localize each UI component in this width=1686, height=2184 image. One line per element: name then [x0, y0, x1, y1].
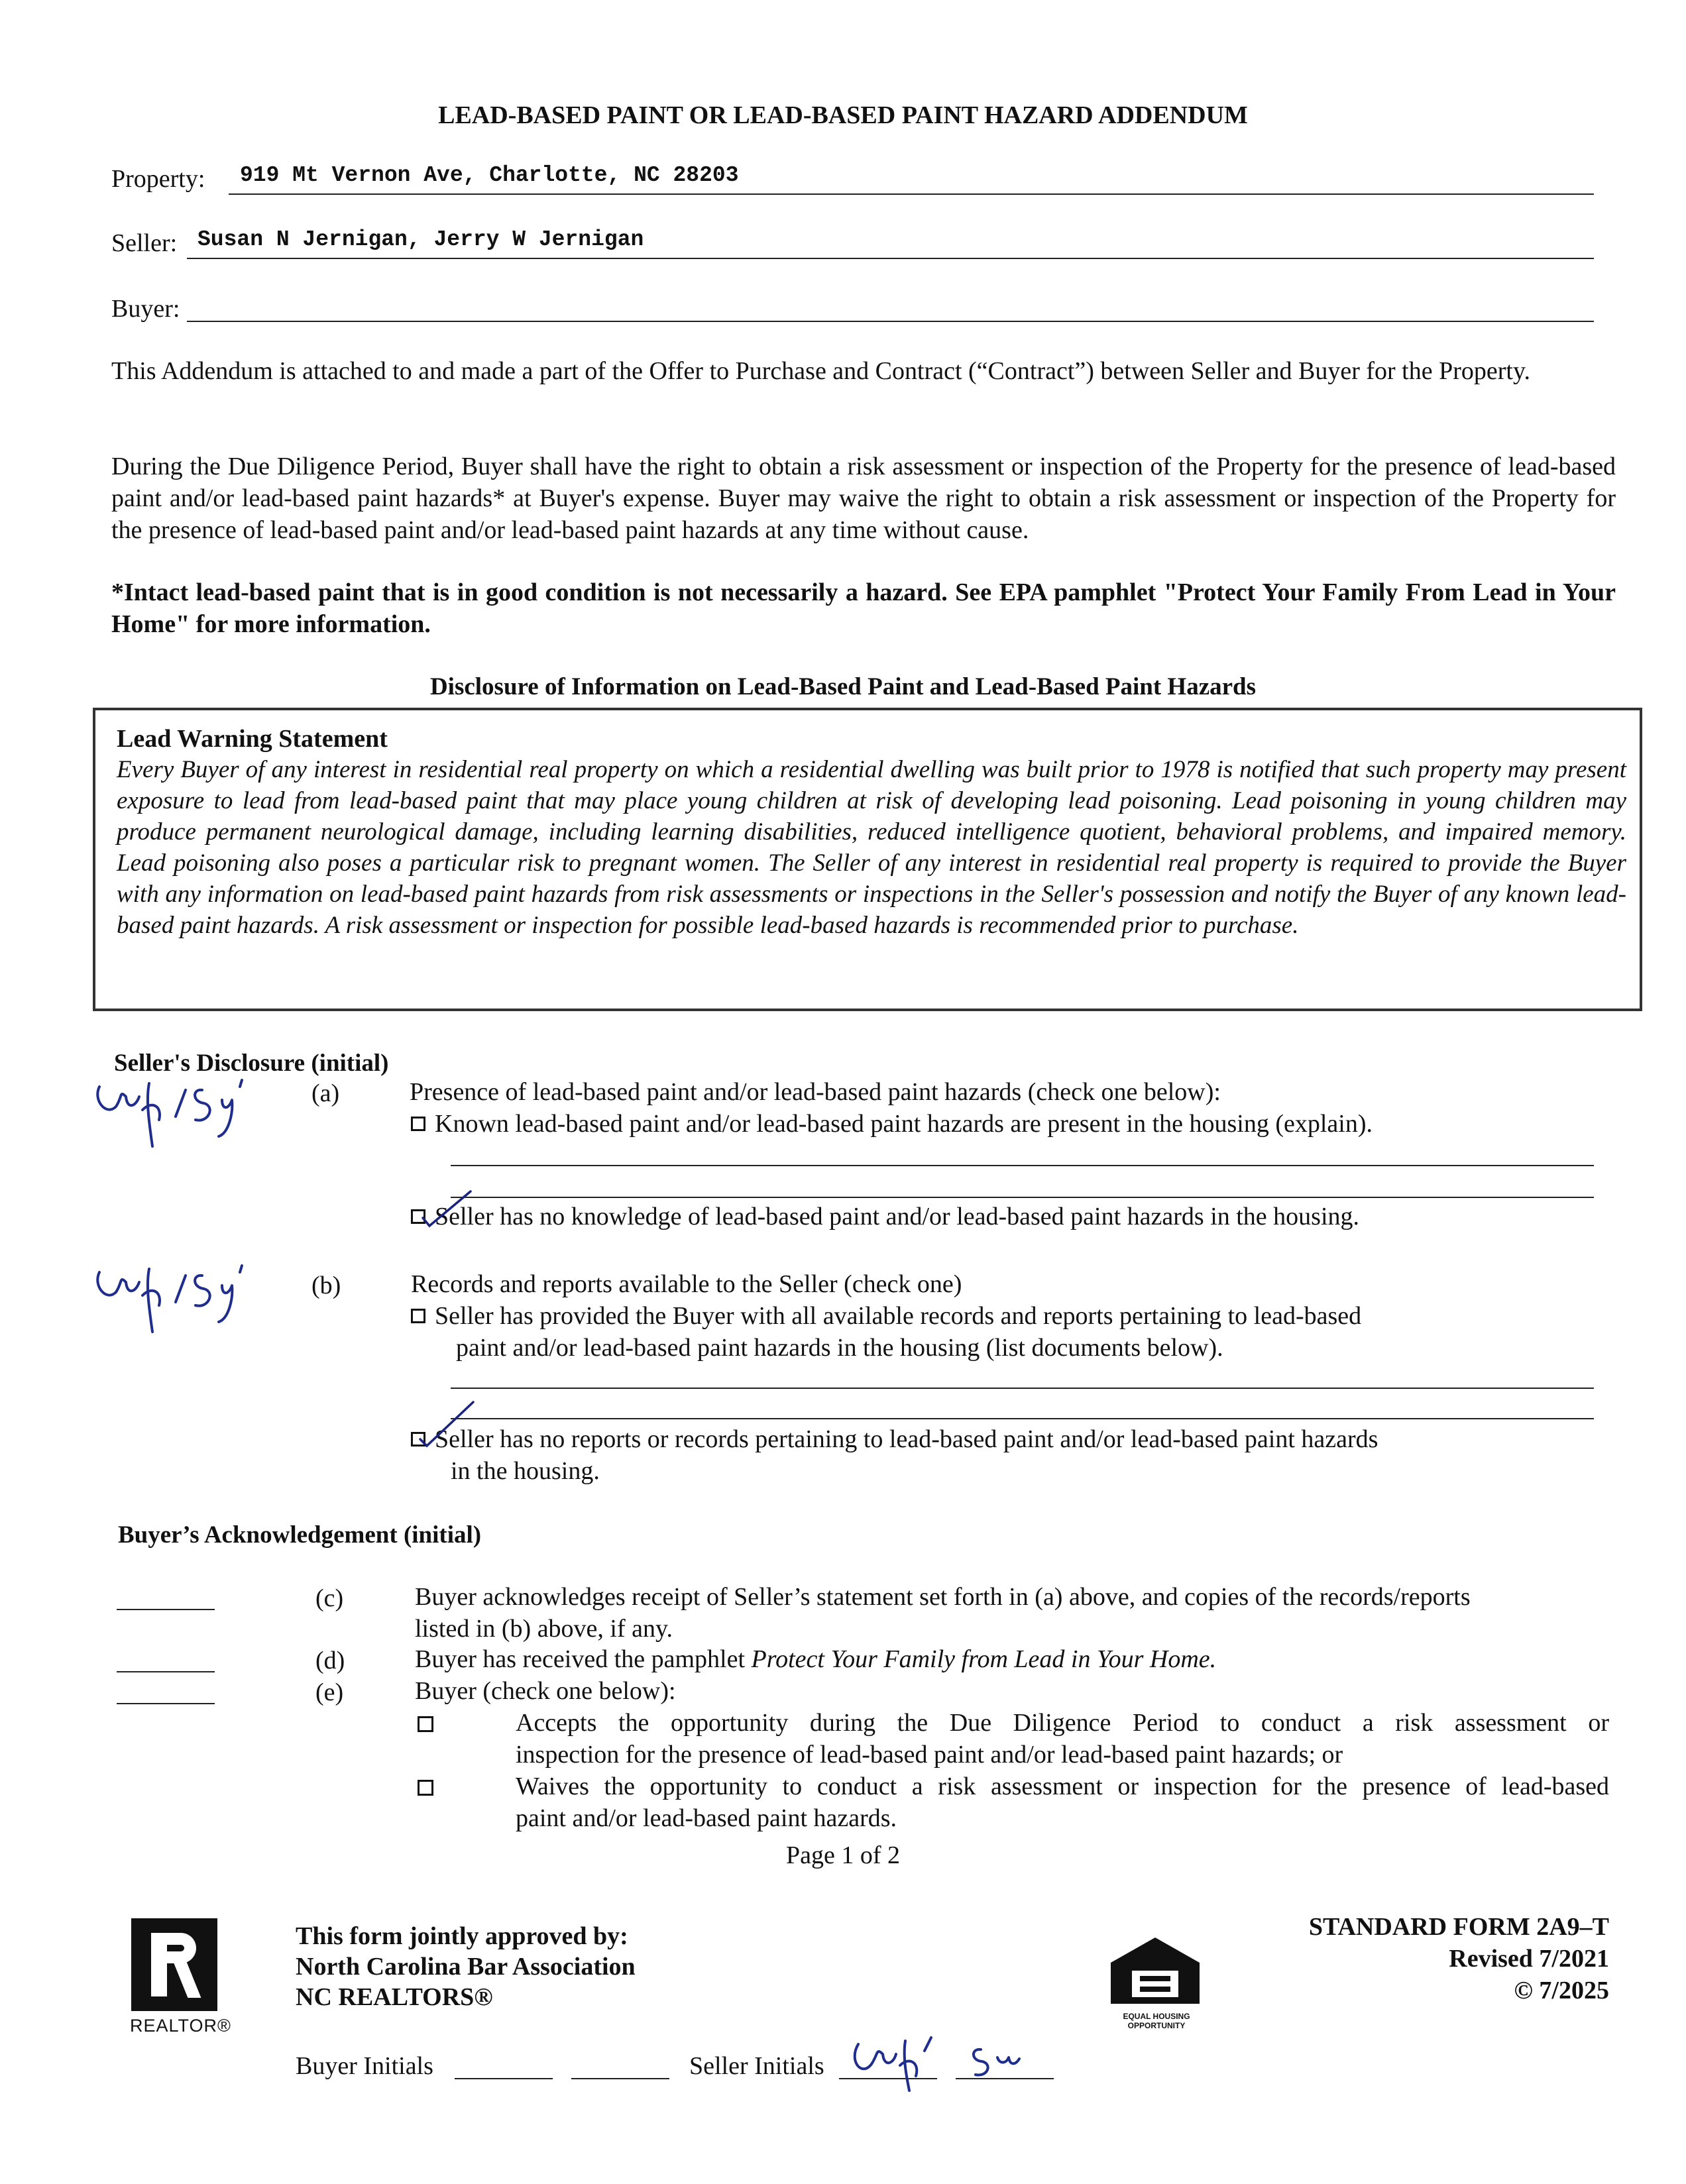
page-title: LEAD-BASED PAINT OR LEAD-BASED PAINT HAZARD ADDENDUM	[438, 101, 1248, 129]
documents-line-1	[451, 1388, 1594, 1389]
buyer-initial-c[interactable]	[117, 1609, 215, 1610]
checkbox-accepts[interactable]	[418, 1716, 433, 1732]
buyer-label: Buyer:	[111, 295, 180, 323]
seller-label: Seller:	[111, 229, 178, 257]
buyer-initials-line-1[interactable]	[455, 2078, 553, 2079]
item-e-letter: (e)	[315, 1678, 344, 1706]
item-a-option-no-knowledge[interactable]	[411, 1201, 1359, 1232]
buyer-initials-label: Buyer Initials	[296, 2052, 433, 2080]
explain-line-2	[451, 1197, 1594, 1198]
property-underline	[229, 193, 1594, 195]
buyer-underline	[187, 321, 1594, 322]
item-d-text	[415, 1643, 1216, 1675]
option-accepts-label-2: inspection for the presence of lead-based paint and/or lead-based paint hazards; or	[516, 1741, 1343, 1769]
seller-disclosure-heading: Seller's Disclosure (initial)	[114, 1050, 389, 1077]
due-diligence-paragraph: During the Due Diligence Period, Buyer shall have the right to obtain a risk assessment or inspection of the Property for the presence of lead-based paint and/or lead-based paint hazards* at Buyer's expense. Buyer may waive the right to obtain a risk assessment or inspection of the Property for the presence of lead-based paint and/or lead-based paint hazards at any time without cause.	[111, 453, 1616, 544]
seller-initials-b-signature	[86, 1256, 278, 1335]
option-records-provided-label-1: Seller has provided the Buyer with all available records and reports pertaining to lead-based	[435, 1302, 1362, 1330]
equal-housing-text-2: OPPORTUNITY	[1127, 2021, 1186, 2030]
item-d-letter: (d)	[315, 1647, 345, 1674]
page-number: Page 1 of 2	[785, 1841, 901, 1869]
item-d-pamphlet-title: Protect Your Family from Lead in Your Home.	[751, 1645, 1217, 1673]
item-b-option-provided[interactable]	[411, 1300, 1361, 1332]
seller-field[interactable]: Susan N Jernigan, Jerry W Jernigan	[197, 227, 644, 252]
item-e-text: Buyer (check one below):	[415, 1677, 676, 1705]
option-no-records-label-2: in the housing.	[451, 1457, 600, 1485]
form-name: STANDARD FORM 2A9–T	[1308, 1913, 1609, 1941]
checkmark-no-knowledge	[418, 1186, 477, 1232]
addendum-intro: This Addendum is attached to and made a part of the Offer to Purchase and Contract (“Contract”) between Seller and Buyer for the Property.	[111, 357, 1531, 385]
item-c-text-2: listed in (b) above, if any.	[415, 1615, 673, 1643]
intact-paint-note: *Intact lead-based paint that is in good condition is not necessarily a hazard. See EPA pamphlet "Protect Your Family From Lead in Your Home" for more information.	[111, 578, 1616, 638]
checkmark-no-records	[416, 1398, 482, 1451]
disclosure-heading: Disclosure of Information on Lead-Based Paint and Lead-Based Paint Hazards	[429, 673, 1257, 700]
item-a-option-known[interactable]	[411, 1108, 1373, 1140]
seller-initials-a-signature	[86, 1070, 278, 1150]
realtor-logo-text: REALTOR®	[130, 2016, 231, 2036]
lead-warning-text: Every Buyer of any interest in residential real property on which a residential dwelling was built prior to 1978 is notified that such property may present exposure to lead from lead-based paint that may place young children at risk of developing lead poisoning. Lead poisoning in young children may produce permanent neurological damage, including learning disabilities, reduced intelligence quotient, behavioral problems, and impaired memory. Lead poisoning also poses a particular risk to pregnant women. The Seller of any interest in residential real property is required to provide the Buyer with any information on lead-based paint hazards from risk assessments or inspections in the Seller's possession and notify the Buyer of any known lead-based paint hazards. A risk assessment or inspection for possible lead-based hazards is recommended prior to purchase.	[117, 756, 1626, 939]
checkbox-records-provided[interactable]	[411, 1309, 425, 1323]
item-b-option-no-records[interactable]	[411, 1423, 1378, 1455]
form-revised: Revised 7/2021	[1449, 1945, 1609, 1973]
option-records-provided-label-2: paint and/or lead-based paint hazards in the housing (list documents below).	[456, 1334, 1223, 1362]
item-a-text: Presence of lead-based paint and/or lead-based paint hazards (check one below):	[410, 1078, 1221, 1106]
seller-initials-footer-signature	[842, 2024, 1067, 2097]
explain-line-1	[451, 1165, 1594, 1166]
seller-underline	[187, 258, 1594, 259]
option-waives-label-1: Waives the opportunity to conduct a risk assessment or inspection for the presence of lead-based	[516, 1773, 1609, 1800]
item-d-text-plain: Buyer has received the pamphlet	[415, 1645, 752, 1673]
form-copyright: © 7/2025	[1514, 1977, 1609, 2004]
buyer-initials-line-2[interactable]	[571, 2078, 669, 2079]
option-waives-label-2: paint and/or lead-based paint hazards.	[516, 1804, 897, 1832]
buyer-ack-heading: Buyer’s Acknowledgement (initial)	[118, 1521, 482, 1549]
item-b-letter: (b)	[311, 1272, 341, 1299]
item-b-text: Records and reports available to the Seller (check one)	[411, 1270, 962, 1298]
equal-housing-text	[1108, 2012, 1205, 2030]
approved-line-1: This form jointly approved by:	[296, 1922, 628, 1950]
equal-housing-icon	[1105, 1935, 1205, 2008]
seller-initials-label: Seller Initials	[689, 2052, 824, 2080]
option-known-lead-label: Known lead-based paint and/or lead-based paint hazards are present in the housing (explain).	[435, 1110, 1373, 1138]
option-accepts-label-1: Accepts the opportunity during the Due Diligence Period to conduct a risk assessment or	[516, 1709, 1609, 1737]
checkbox-waives[interactable]	[418, 1780, 433, 1796]
item-c-letter: (c)	[315, 1584, 344, 1612]
buyer-initial-e[interactable]	[117, 1703, 215, 1704]
buyer-initial-d[interactable]	[117, 1671, 215, 1672]
realtor-logo-icon	[131, 1918, 217, 2011]
option-no-knowledge-label: Seller has no knowledge of lead-based paint and/or lead-based paint hazards in the housing.	[435, 1203, 1360, 1230]
property-label: Property:	[111, 165, 205, 193]
checkbox-known-lead[interactable]	[411, 1117, 425, 1131]
approved-line-2: North Carolina Bar Association	[296, 1953, 636, 1981]
option-no-records-label-1: Seller has no reports or records pertaining to lead-based paint and/or lead-based paint hazards	[435, 1425, 1378, 1453]
equal-housing-text-1: EQUAL HOUSING	[1123, 2012, 1190, 2021]
lead-warning-title: Lead Warning Statement	[117, 725, 388, 753]
item-a-letter: (a)	[311, 1079, 340, 1107]
documents-line-2	[451, 1418, 1594, 1419]
approved-line-3: NC REALTORS®	[296, 1983, 493, 2011]
item-c-text-1: Buyer acknowledges receipt of Seller’s statement set forth in (a) above, and copies of the records/reports	[415, 1583, 1471, 1611]
property-field[interactable]: 919 Mt Vernon Ave, Charlotte, NC 28203	[240, 163, 739, 188]
